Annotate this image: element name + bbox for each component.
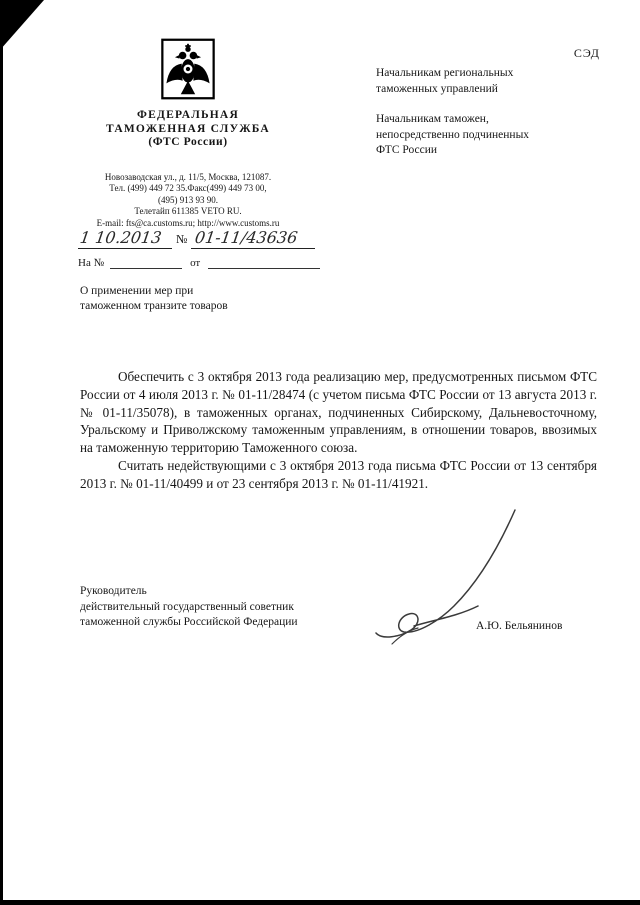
addressee-customs-heads (376, 112, 596, 159)
letterhead (14, 38, 362, 229)
outgoing-number-line (78, 228, 378, 249)
signer-position-line: Руководитель (80, 585, 147, 597)
org-name (14, 109, 362, 150)
org-short-name: (ФТС России) (148, 136, 228, 148)
reference-date-blank (208, 257, 320, 269)
signer-position-line: действительный государственный советник (80, 600, 294, 613)
body-paragraph: Считать недействующими с 3 октября 2013 года письма ФТС России от 13 сентября 2013 г. № 01-11/40499 и от 23 сентября 2013 г. № 01-11/41921. (80, 457, 597, 491)
scan-left-edge (0, 0, 3, 905)
address-line: Тел. (499) 449 72 35.Факс(499) 449 73 00, (109, 183, 267, 193)
address-email-line: E-mail: fts@ca.customs.ru; http://www.customs.ru (96, 217, 280, 228)
addressee-line: таможенных управлений (376, 82, 498, 95)
addressee-regional-departments (376, 66, 596, 97)
reference-line (78, 257, 320, 269)
subject (80, 284, 228, 314)
signer-position-line: таможенной службы Российской Федерации (80, 616, 298, 628)
addressee-line: непосредственно подчиненных (376, 128, 530, 141)
org-name-line: ТАМОЖЕННАЯ СЛУЖБА (106, 122, 270, 135)
address-line: (495) 913 93 90. (158, 194, 218, 205)
address-line: Новозаводская ул., д. 11/5, Москва, 121087. (104, 171, 272, 182)
addressees (376, 66, 596, 159)
reference-ot-label: от (190, 257, 201, 269)
handwritten-number: 01-11/43636 (194, 228, 300, 247)
addressee-line: Начальникам региональных (376, 67, 514, 79)
org-address (14, 172, 362, 230)
subject-line: таможенном транзите товаров (80, 300, 228, 312)
scan-bottom-edge (0, 900, 640, 905)
reference-number-blank (110, 257, 182, 269)
sed-stamp-label: СЭД (573, 46, 600, 60)
number-sign: № (176, 232, 188, 246)
address-line: Телетайп 611385 VETO RU. (134, 206, 242, 216)
reference-na-label: На № (78, 257, 105, 269)
handwritten-date: 1 10.2013 (78, 228, 163, 247)
handwritten-signature (352, 502, 552, 657)
org-name-line: ФЕДЕРАЛЬНАЯ (137, 109, 239, 121)
coat-of-arms-icon (161, 38, 215, 105)
letter-body (80, 368, 597, 493)
signer-name: А.Ю. Бельянинов (476, 620, 563, 632)
addressee-line: ФТС России (376, 144, 438, 156)
signer-position (80, 584, 410, 631)
body-paragraph: Обеспечить с 3 октября 2013 года реализацию мер, предусмотренных письмом ФТС России от 4 июля 2013 г. № 01-11/28474 (с учетом письма ФТС России от 13 августа 2013 г. № 01-11/35078), в таможенных органах, подчиненных Сибирскому, Дальневосточному, Уральскому и Приволжскому таможенным управлениям, в отношении товаров, ввозимых на таможенную территорию Таможенного союза. (80, 369, 597, 456)
subject-line: О применении мер при (80, 285, 194, 297)
addressee-line: Начальникам таможен, (376, 113, 489, 125)
